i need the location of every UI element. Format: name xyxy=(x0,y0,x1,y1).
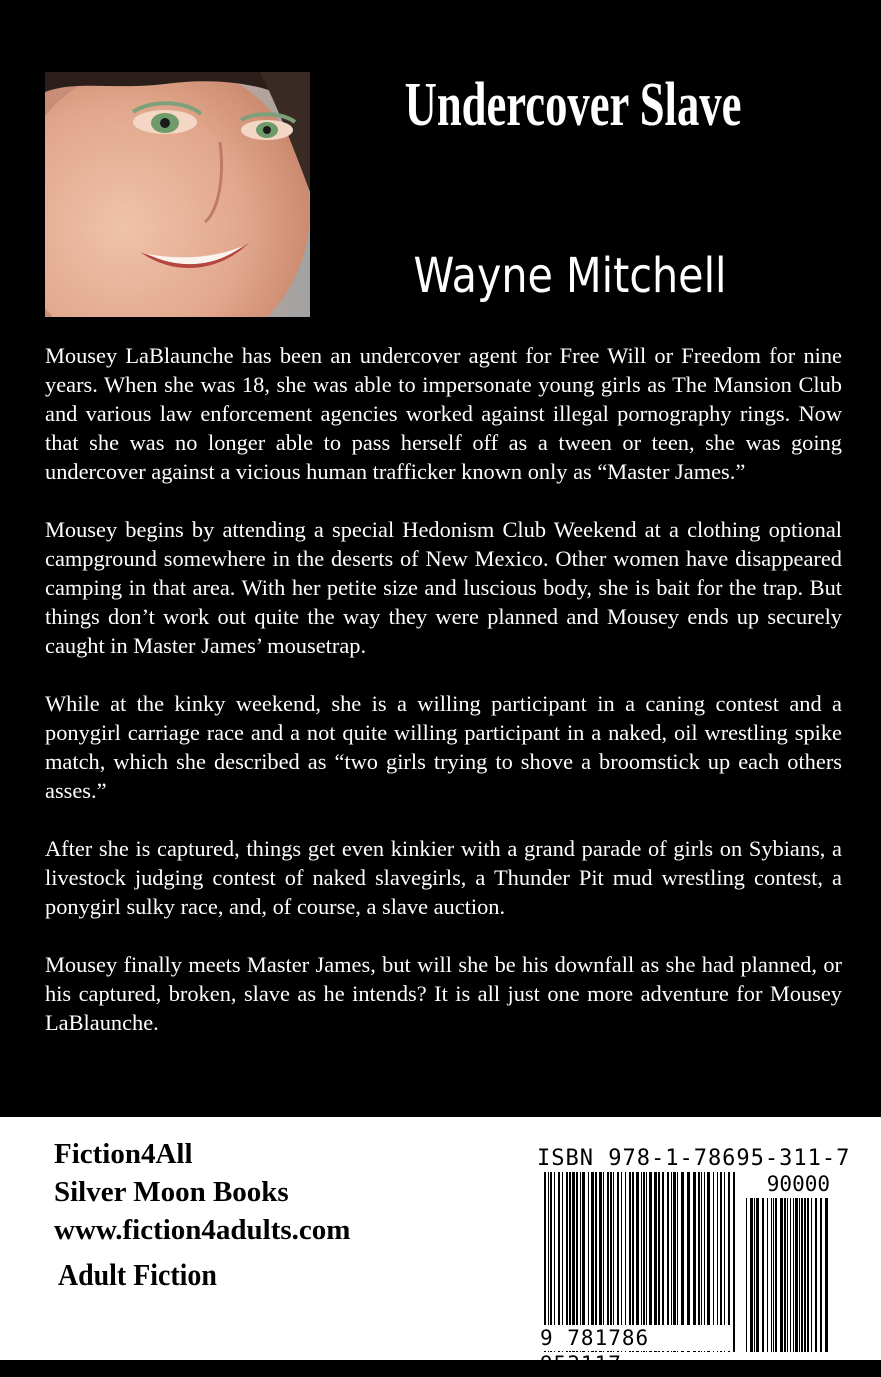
isbn-label: ISBN 978-1-78695-311-7 xyxy=(537,1146,851,1171)
blurb-text xyxy=(45,341,842,1066)
portrait-illustration xyxy=(45,72,310,317)
blurb-paragraph: While at the kinky weekend, she is a willing participant in a caning contest and a ponygirl carriage race and a not quite willing participant in a naked, oil wrestling spike match, which she described as “two girls trying to shove a broomstick up each others asses.” xyxy=(45,691,842,803)
blurb-paragraph: Mousey LaBlaunche has been an undercover agent for Free Will or Freedom for nine years. When she was 18, she was able to impersonate young girls as The Mansion Club and various law enforcement agencies worked against illegal pornography rings. Now that she was no longer able to pass herself off as a tween or teen, she was going undercover against a vicious human trafficker known only as “Master James.” xyxy=(45,343,842,484)
ean-digits: 9 781786 953117 xyxy=(540,1325,730,1351)
author-photo xyxy=(45,72,310,317)
publisher-website: www.fiction4adults.com xyxy=(54,1214,351,1246)
author-name: Wayne Mitchell xyxy=(413,248,727,304)
price-code: 90000 xyxy=(738,1173,830,1195)
publisher-block xyxy=(54,1135,474,1249)
publisher-line: Silver Moon Books xyxy=(54,1176,289,1208)
blurb-paragraph: Mousey begins by attending a special Hedonism Club Weekend at a clothing optional campground somewhere in the deserts of New Mexico. Other women have disappeared camping in that area. With her petite size and luscious body, she is bait for the trap. But things don’t work out quite the way they were planned and Mousey ends up securely caught in Master James’ mousetrap. xyxy=(45,517,842,658)
book-title: Undercover Slave xyxy=(404,71,742,139)
cover-bottom-panel xyxy=(0,1117,881,1376)
blurb-paragraph: After she is captured, things get even kinkier with a grand parade of girls on Sybians, a livestock judging contest of naked slavegirls, a Thunder Pit mud wrestling contest, a ponygirl sulky race, and, of course, a slave auction. xyxy=(45,836,842,919)
genre-label: Adult Fiction xyxy=(58,1257,217,1292)
publisher-line: Fiction4All xyxy=(54,1138,193,1170)
blurb-paragraph: Mousey finally meets Master James, but will she be his downfall as she had planned, or his captured, broken, slave as he intends? It is all just one more adventure for Mousey LaBlaunche. xyxy=(45,952,842,1035)
